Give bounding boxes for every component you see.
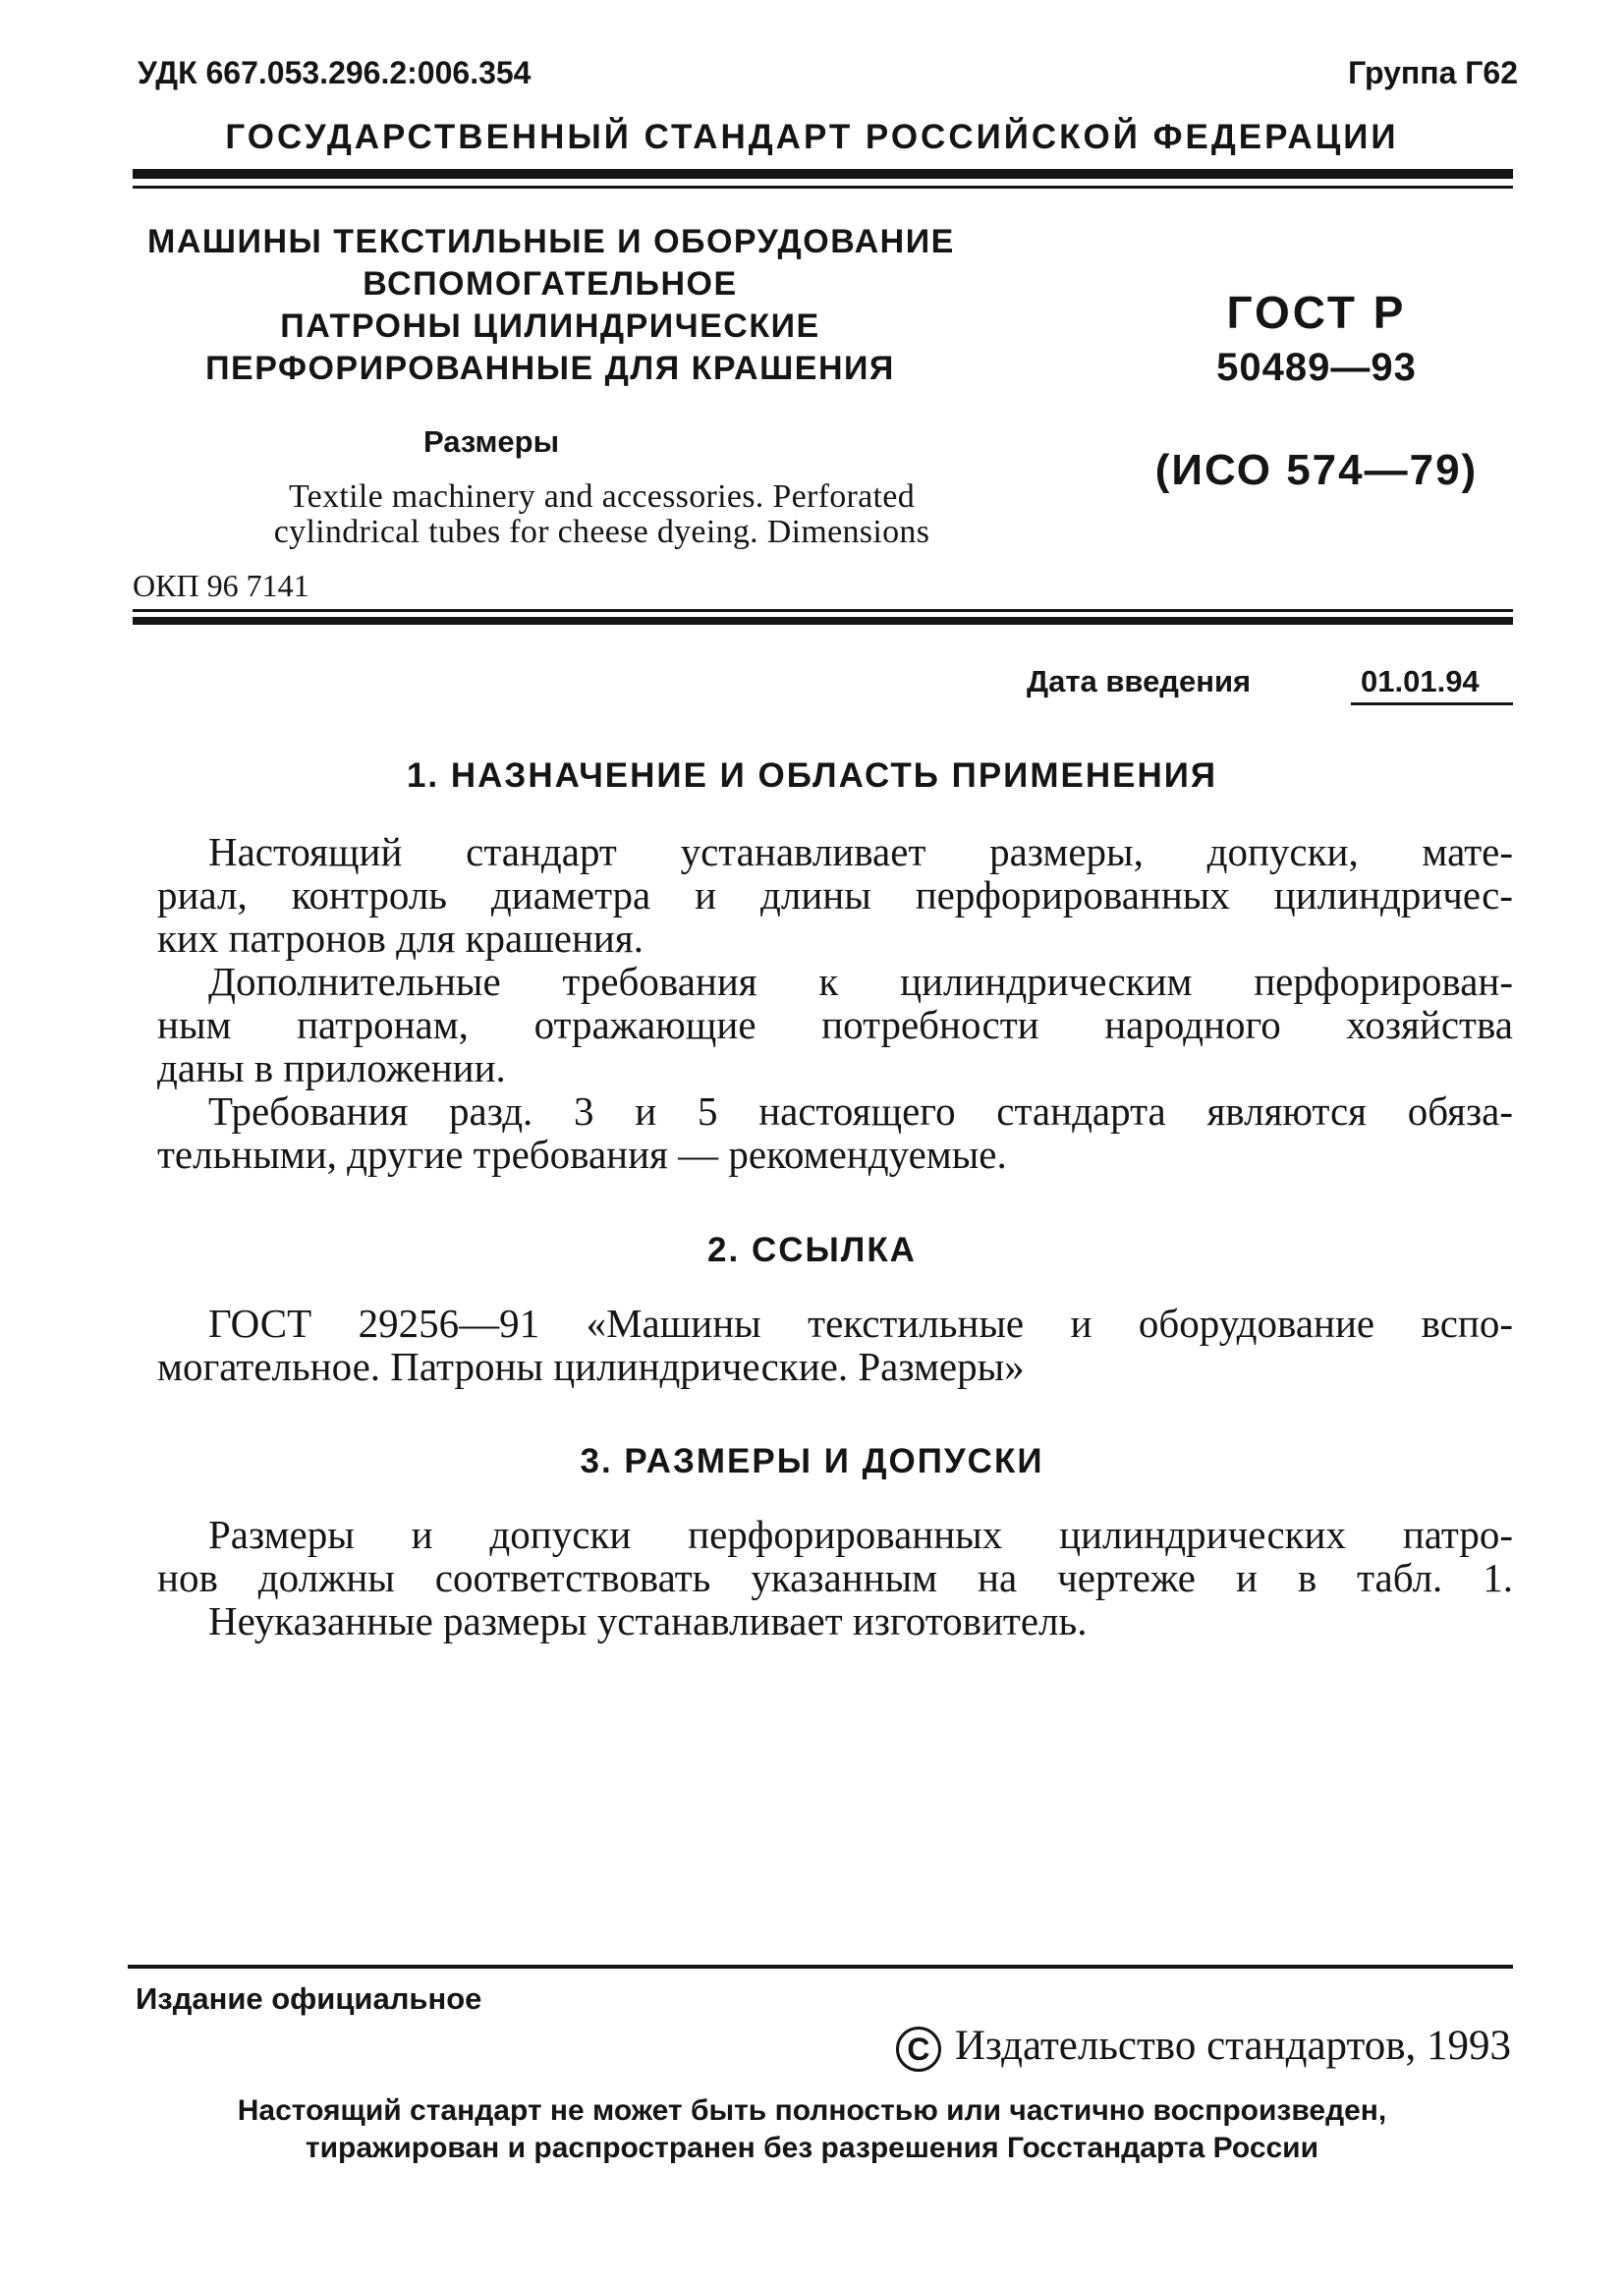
paragraph-line: ГОСТ 29256—91 «Машины текстильные и оборудование вспо-: [208, 1301, 1513, 1346]
top-thick-rule: [133, 169, 1513, 179]
paragraph-line: тельными, другие требования — рекомендуемые.: [157, 1132, 1007, 1177]
paragraph: [157, 1302, 1513, 1388]
footer-rule: [128, 1965, 1513, 1969]
date-underline: [1351, 702, 1513, 705]
paragraph-line: Размеры и допуски перфорированных цилиндрических патро-: [208, 1512, 1513, 1557]
title-line: ПАТРОНЫ ЦИЛИНДРИЧЕСКИЕ: [280, 307, 820, 345]
iso-reference: (ИСО 574—79): [1154, 446, 1479, 494]
copyright-text: Издательство стандартов, 1993: [954, 2023, 1511, 2069]
notice-line: тиражирован и распространен без разрешения Госстандарта России: [305, 2132, 1319, 2164]
copyright-icon: C: [896, 2027, 941, 2072]
title-line: МАШИНЫ ТЕКСТИЛЬНЫЕ И ОБОРУДОВАНИЕ: [147, 223, 955, 260]
gost-number: 50489—93: [1216, 346, 1417, 389]
section-heading: 1. НАЗНАЧЕНИЕ И ОБЛАСТЬ ПРИМЕНЕНИЯ: [406, 756, 1218, 795]
notice-line: Настоящий стандарт не может быть полностью или частично воспроизведен,: [237, 2094, 1387, 2127]
official-edition-label: Издание официальное: [136, 1981, 482, 2016]
standard-title: [147, 221, 953, 390]
english-title-line: Textile machinery and accessories. Perforated: [288, 478, 915, 515]
paragraph: [157, 1089, 1513, 1176]
paragraph-line: риал, контроль диаметра и длины перфорированных цилиндричес-: [157, 872, 1513, 918]
paragraph: [157, 1513, 1513, 1599]
paragraph-line: ным патронам, отражающие потребности народного хозяйства: [157, 1002, 1513, 1047]
paragraph: [157, 960, 1513, 1089]
paragraph-line: даны в приложении.: [157, 1045, 506, 1090]
standard-designation: [1120, 285, 1513, 495]
paragraph-line: могательное. Патроны цилиндрические. Размеры»: [157, 1344, 1025, 1389]
paragraph-line: ких патронов для крашения.: [157, 916, 644, 961]
title-line: ВСПОМОГАТЕЛЬНОЕ: [363, 265, 738, 303]
paragraph: [157, 830, 1513, 960]
paragraph-line: Требования разд. 3 и 5 настоящего стандарта являются обяза-: [208, 1088, 1513, 1134]
group-code: Группа Г62: [1348, 55, 1518, 90]
copyright-line: [896, 2022, 1511, 2072]
middle-thick-rule: [133, 617, 1513, 625]
paragraph-line: Настоящий стандарт устанавливает размеры, допуски, мате-: [208, 829, 1513, 874]
udk-code: УДК 667.053.296.2:006.354: [138, 55, 532, 90]
section-heading: 3. РАЗМЕРЫ И ДОПУСКИ: [580, 1442, 1044, 1480]
introduction-date-value: 01.01.94: [1361, 664, 1480, 698]
english-title: [182, 479, 1022, 550]
title-subtitle: Размеры: [422, 424, 560, 459]
paragraph-line: нов должны соответствовать указанным на чертеже и в табл. 1.: [157, 1555, 1513, 1600]
okp-code: ОКП 96 7141: [133, 568, 309, 603]
national-standard-heading: ГОСУДАРСТВЕННЫЙ СТАНДАРТ РОССИЙСКОЙ ФЕДЕРАЦИИ: [225, 118, 1399, 156]
gost-name: ГОСТ Р: [1226, 287, 1407, 338]
english-title-line: cylindrical tubes for cheese dyeing. Dimensions: [273, 514, 930, 550]
section-heading: 2. ССЫЛКА: [707, 1231, 917, 1269]
title-line: ПЕРФОРИРОВАННЫЕ ДЛЯ КРАШЕНИЯ: [205, 350, 895, 387]
middle-thin-rule: [133, 609, 1513, 612]
paragraph-line: Неуказанные размеры устанавливает изготовитель.: [208, 1598, 1088, 1643]
reproduction-notice: [0, 2092, 1624, 2167]
top-thin-rule: [133, 186, 1513, 189]
introduction-date-label: Дата введения: [1027, 664, 1252, 698]
paragraph-line: Дополнительные требования к цилиндрическим перфорирован-: [208, 959, 1513, 1004]
paragraph: [157, 1599, 1513, 1642]
